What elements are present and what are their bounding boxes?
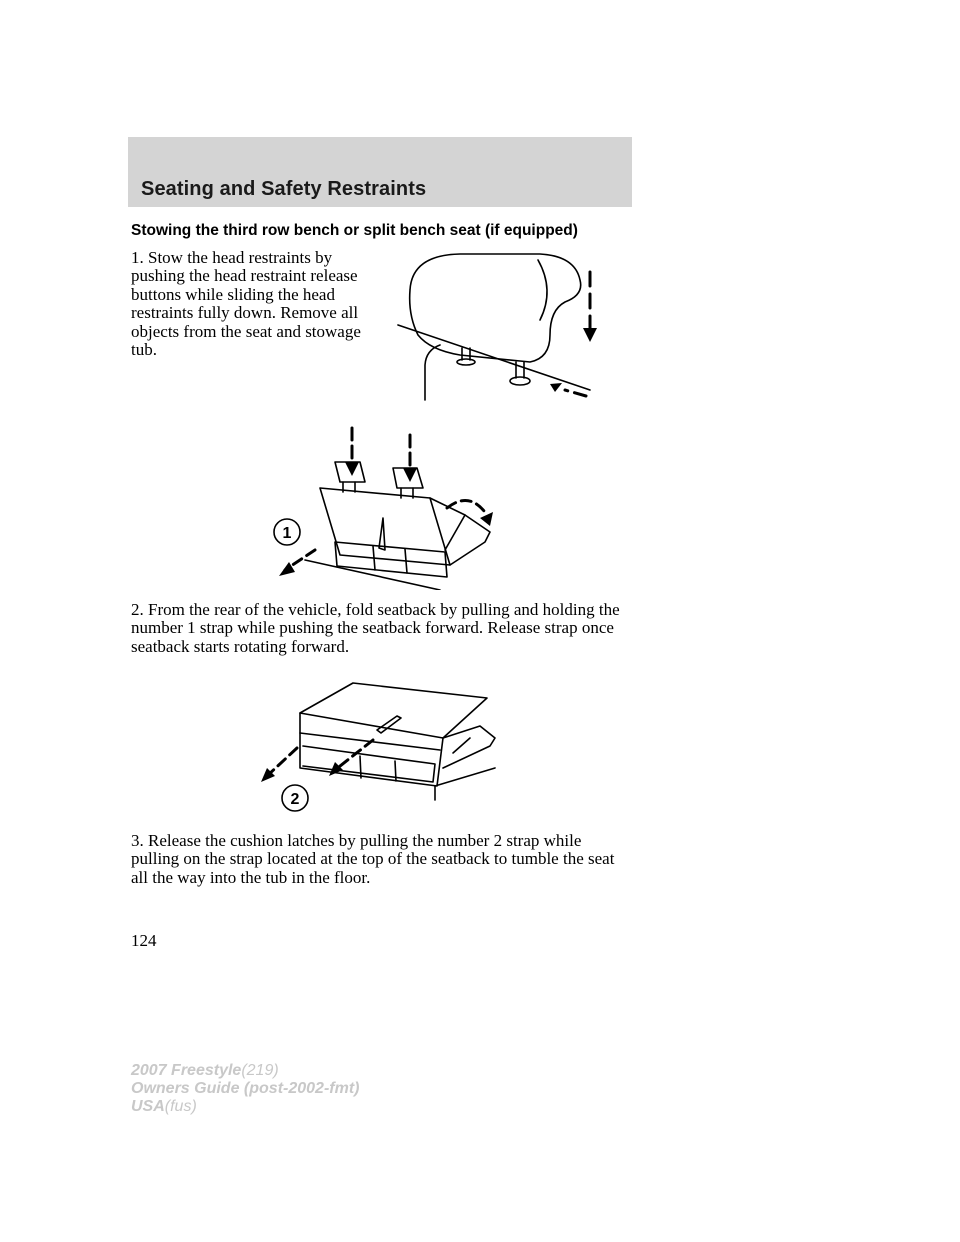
- step-2-text: 2. From the rear of the vehicle, fold seatback by pulling and holding the number 1 strap while pushing the seatback forward. Release strap once seatback starts rotating forward.: [131, 600, 620, 656]
- footer-edition: [131, 1062, 359, 1116]
- page-number: 124: [131, 931, 157, 950]
- footer-guide: Owners Guide (post-2002-fmt): [131, 1080, 360, 1097]
- footer-model: 2007 Freestyle: [131, 1062, 242, 1079]
- footer-model-code: (219): [241, 1062, 279, 1079]
- footer-market: USA: [131, 1098, 165, 1115]
- step-1-text: 1. Stow the head restraints by pushing the head restraint release buttons while sliding the head restraints fully down. Remove all objects from the seat and stowage tub.: [131, 248, 361, 360]
- fold-seatback-illustration: [265, 420, 505, 590]
- tumble-seat-illustration: [255, 678, 505, 818]
- section-heading: Stowing the third row bench or split bench seat (if equipped): [131, 222, 578, 239]
- page-title: Seating and Safety Restraints: [141, 178, 427, 200]
- footer-market-code: (fus): [164, 1098, 197, 1115]
- callout-1: 1: [282, 525, 292, 542]
- head-restraint-illustration: [390, 250, 620, 405]
- callout-2: 2: [290, 791, 300, 808]
- step-3-text: 3. Release the cushion latches by pulling the number 2 strap while pulling on the strap located at the top of the seatback to tumble the seat all the way into the tub in the floor.: [131, 831, 615, 887]
